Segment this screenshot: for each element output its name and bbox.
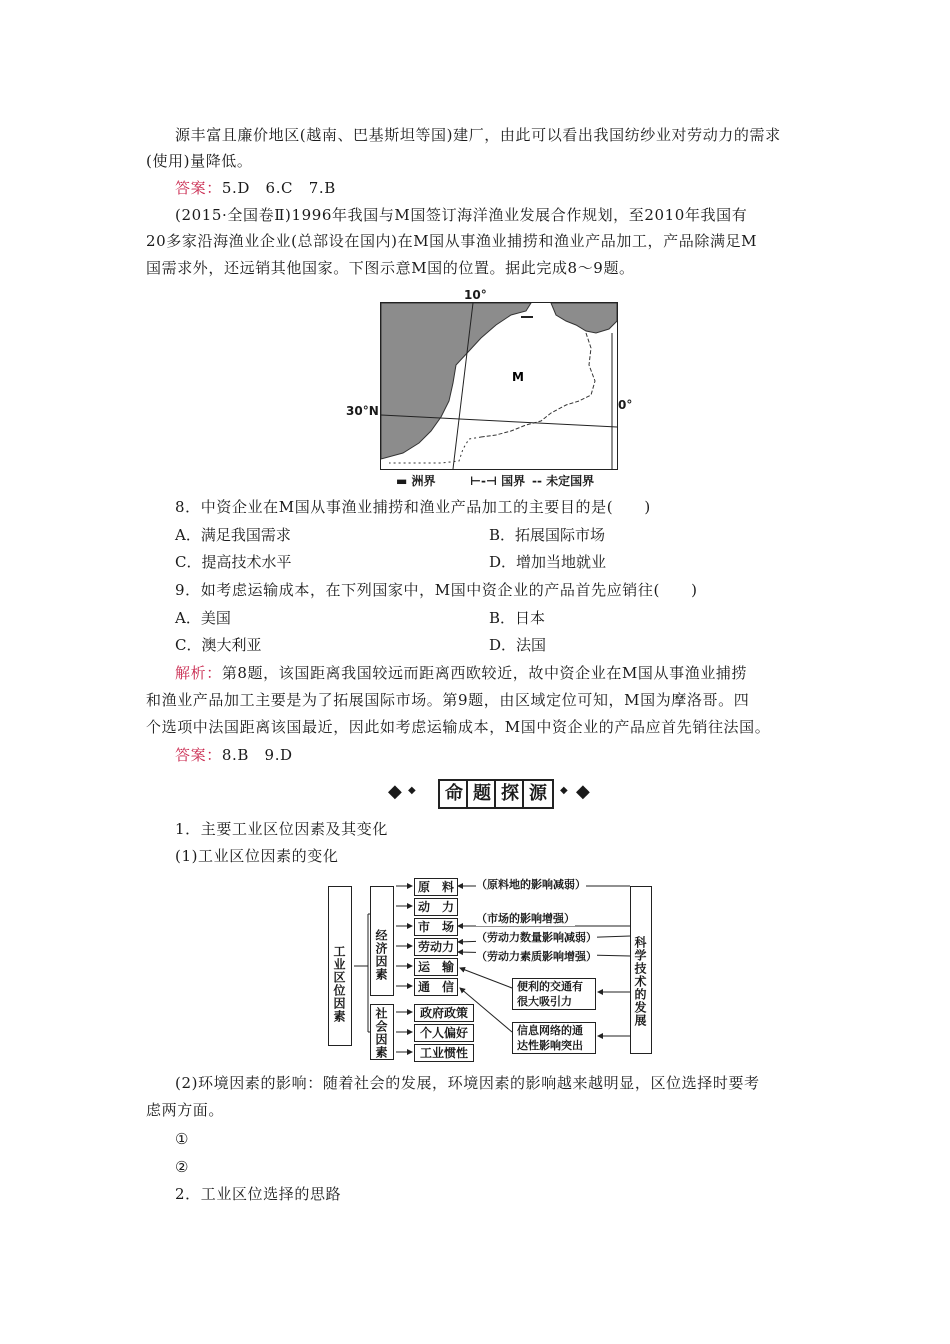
transport-note-line: 便利的交通有 [517,980,583,993]
option-8b: B．拓展国际市场 [489,526,606,544]
factor-inertia: 工业惯性 [414,1044,474,1062]
paragraph-line: (使用)量降低。 [146,152,253,170]
info-note-line: 信息网络的通 [517,1024,583,1037]
ocean-land-mass [381,303,531,459]
banner-char: 源 [522,779,554,809]
map-svg [381,303,617,469]
paragraph-line: 虑两方面。 [146,1101,225,1119]
main-factor-box: 工业区位因素 [328,886,352,1046]
diamond-small-icon: ◆ [560,785,568,796]
section-heading: 2．工业区位选择的思路 [175,1185,342,1203]
banner-char: 探 [494,779,526,809]
note-labor-quantity: （劳动力数量影响减弱） [476,931,597,944]
paragraph-line: 源丰富且廉价地区(越南、巴基斯坦等国)建厂，由此可以看出我国纺纱业对劳动力的需求 [175,126,781,144]
info-note-line: 达性影响突出 [517,1039,583,1052]
factor-raw-material: 原 料 [414,878,458,896]
factor-transport: 运 输 [414,958,458,976]
legend-border: ⊢-⊣ 国界 [470,474,526,488]
analysis-line [175,662,747,684]
option-8c: C．提高技术水平 [175,553,292,571]
diamond-icon: ◆ [576,781,590,802]
note-raw-material: （原料地的影响减弱） [476,878,586,891]
factor-preference: 个人偏好 [414,1024,474,1042]
transport-note-box [512,978,596,1010]
banner-char: 题 [466,779,498,809]
factor-market: 市 场 [414,918,458,936]
analysis-label: 解析： [175,664,222,682]
map-figure [380,302,618,470]
answer-line [175,744,293,766]
paragraph-line: (2015·全国卷Ⅱ)1996年我国与M国签订海洋渔业发展合作规划，至2010年我国有 [175,206,748,224]
option-9a: A．美国 [175,609,231,627]
legend-undefined: -- 未定国界 [532,474,595,488]
legend-continent-label: 洲界 [411,474,436,488]
diamond-small-icon: ◆ [408,785,416,796]
europe-land-mass [551,303,617,333]
paragraph-line: 国需求外，还远销其他国家。下图示意M国的位置。据此完成8～9题。 [146,259,635,277]
list-item: ① [175,1130,190,1148]
info-note-box [512,1022,596,1054]
economic-factor-box: 经济因素 [370,886,394,996]
factor-policy: 政府政策 [414,1004,474,1022]
technology-box: 科学技术的发展 [630,886,652,1054]
analysis-text: 第8题，该国距离我国较远而距离西欧较近，故中资企业在M国从事渔业捕捞 [221,664,748,682]
analysis-line: 个选项中法国距离该国最近，因此如考虑运输成本，M国中资企业的产品应首先销往法国。 [146,718,771,736]
country-label: M [512,370,524,384]
factor-labor: 劳动力 [414,938,458,956]
banner-char: 命 [438,779,470,809]
answer-label: 答案： [175,746,222,764]
transport-note-line: 很大吸引力 [517,995,572,1008]
diamond-icon: ◆ [388,781,402,802]
factor-communication: 通 信 [414,978,458,996]
note-market: （市场的影响增强） [476,912,575,925]
question-9: 9．如考虑运输成本，在下列国家中，M国中资企业的产品首先应销往( ) [175,581,698,599]
legend-continent: ▬ 洲界 [396,474,436,488]
note-labor-quality: （劳动力素质影响增强） [476,950,597,963]
factor-power: 动 力 [414,898,458,916]
answer-text: 5.D 6.C 7.B [221,179,336,197]
section-subheading: (1)工业区位因素的变化 [175,847,339,865]
option-8a: A．满足我国需求 [175,526,291,544]
answer-label: 答案： [175,179,222,197]
section-heading: 1．主要工业区位因素及其变化 [175,820,388,838]
location-factor-diagram [326,872,656,1060]
paragraph-line: 20多家沿海渔业企业(总部设在国内)在M国从事渔业捕捞和渔业产品加工，产品除满足M [146,232,758,250]
paragraph-line: (2)环境因素的影响：随着社会的发展，环境因素的影响越来越明显，区位选择时要考 [175,1074,760,1092]
legend-border-label: 国界 [501,474,526,488]
analysis-line: 和渔业产品加工主要是为了拓展国际市场。第9题，由区域定位可知，M国为摩洛哥。四 [146,691,750,709]
option-9d: D．法国 [489,636,547,654]
question-8: 8．中资企业在M国从事渔业捕捞和渔业产品加工的主要目的是( ) [175,498,651,516]
social-factor-box: 社会因素 [370,1004,394,1060]
longitude-label: 10° [464,288,487,302]
option-9c: C．澳大利亚 [175,636,262,654]
latitude-label: 30°N [346,404,379,418]
zero-meridian-label: 0° [618,398,633,412]
option-8d: D．增加当地就业 [489,553,607,571]
option-9b: B．日本 [489,609,546,627]
list-item: ② [175,1158,190,1176]
answer-text: 8.B 9.D [221,746,293,764]
answer-line [175,177,336,199]
section-banner [384,779,604,809]
legend-undefined-label: 未定国界 [546,474,595,488]
